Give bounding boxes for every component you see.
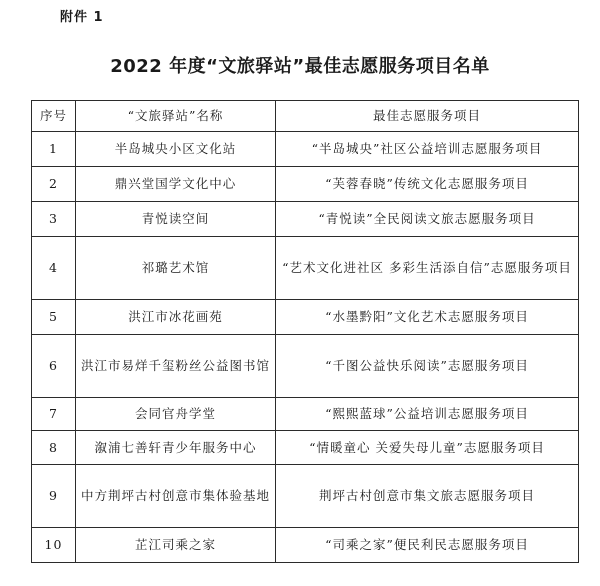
row-number: 3 <box>32 202 76 237</box>
row-number: 6 <box>32 335 76 398</box>
header-station-name: “文旅驿站”名称 <box>76 101 276 132</box>
table-row <box>32 237 579 300</box>
row-number: 2 <box>32 167 76 202</box>
project-name: “青悦读”全民阅读文旅志愿服务项目 <box>276 202 579 237</box>
row-number: 4 <box>32 237 76 300</box>
row-number: 9 <box>32 465 76 528</box>
station-name: 会同官舟学堂 <box>76 398 276 431</box>
project-name: “芙蓉春晓”传统文化志愿服务项目 <box>276 167 579 202</box>
station-name: 半岛城央小区文化站 <box>76 132 276 167</box>
station-name: 洪江市易烊千玺粉丝公益图书馆 <box>76 335 276 398</box>
table-row <box>32 398 579 431</box>
project-name: “艺术文化进社区 多彩生活添自信”志愿服务项目 <box>276 237 579 300</box>
row-number: 8 <box>32 431 76 465</box>
project-list-table <box>31 100 579 563</box>
table-header-row <box>32 101 579 132</box>
table-row <box>32 132 579 167</box>
station-name: 鼎兴堂国学文化中心 <box>76 167 276 202</box>
header-serial-number: 序号 <box>32 101 76 132</box>
project-name: 荆坪古村创意市集文旅志愿服务项目 <box>276 465 579 528</box>
table-row <box>32 300 579 335</box>
row-number: 7 <box>32 398 76 431</box>
table-row <box>32 431 579 465</box>
row-number: 10 <box>32 528 76 563</box>
document-title: 2022 年度“文旅驿站”最佳志愿服务项目名单 <box>110 56 490 77</box>
project-name: “千图公益快乐阅读”志愿服务项目 <box>276 335 579 398</box>
station-name: 溆浦七善轩青少年服务中心 <box>76 431 276 465</box>
table-row <box>32 202 579 237</box>
table-row <box>32 528 579 563</box>
station-name: 青悦读空间 <box>76 202 276 237</box>
attachment-label: 附件 1 <box>60 10 104 25</box>
row-number: 1 <box>32 132 76 167</box>
project-name: “情暖童心 关爱失母儿童”志愿服务项目 <box>276 431 579 465</box>
project-name: “半岛城央”社区公益培训志愿服务项目 <box>276 132 579 167</box>
table-row <box>32 335 579 398</box>
station-name: 芷江司乘之家 <box>76 528 276 563</box>
header-best-project: 最佳志愿服务项目 <box>276 101 579 132</box>
station-name: 洪江市冰花画苑 <box>76 300 276 335</box>
station-name: 祁璐艺术馆 <box>76 237 276 300</box>
table-row <box>32 167 579 202</box>
project-name: “熙熙蓝球”公益培训志愿服务项目 <box>276 398 579 431</box>
project-name: “水墨黔阳”文化艺术志愿服务项目 <box>276 300 579 335</box>
row-number: 5 <box>32 300 76 335</box>
table-row <box>32 465 579 528</box>
project-name: “司乘之家”便民利民志愿服务项目 <box>276 528 579 563</box>
station-name: 中方荆坪古村创意市集体验基地 <box>76 465 276 528</box>
